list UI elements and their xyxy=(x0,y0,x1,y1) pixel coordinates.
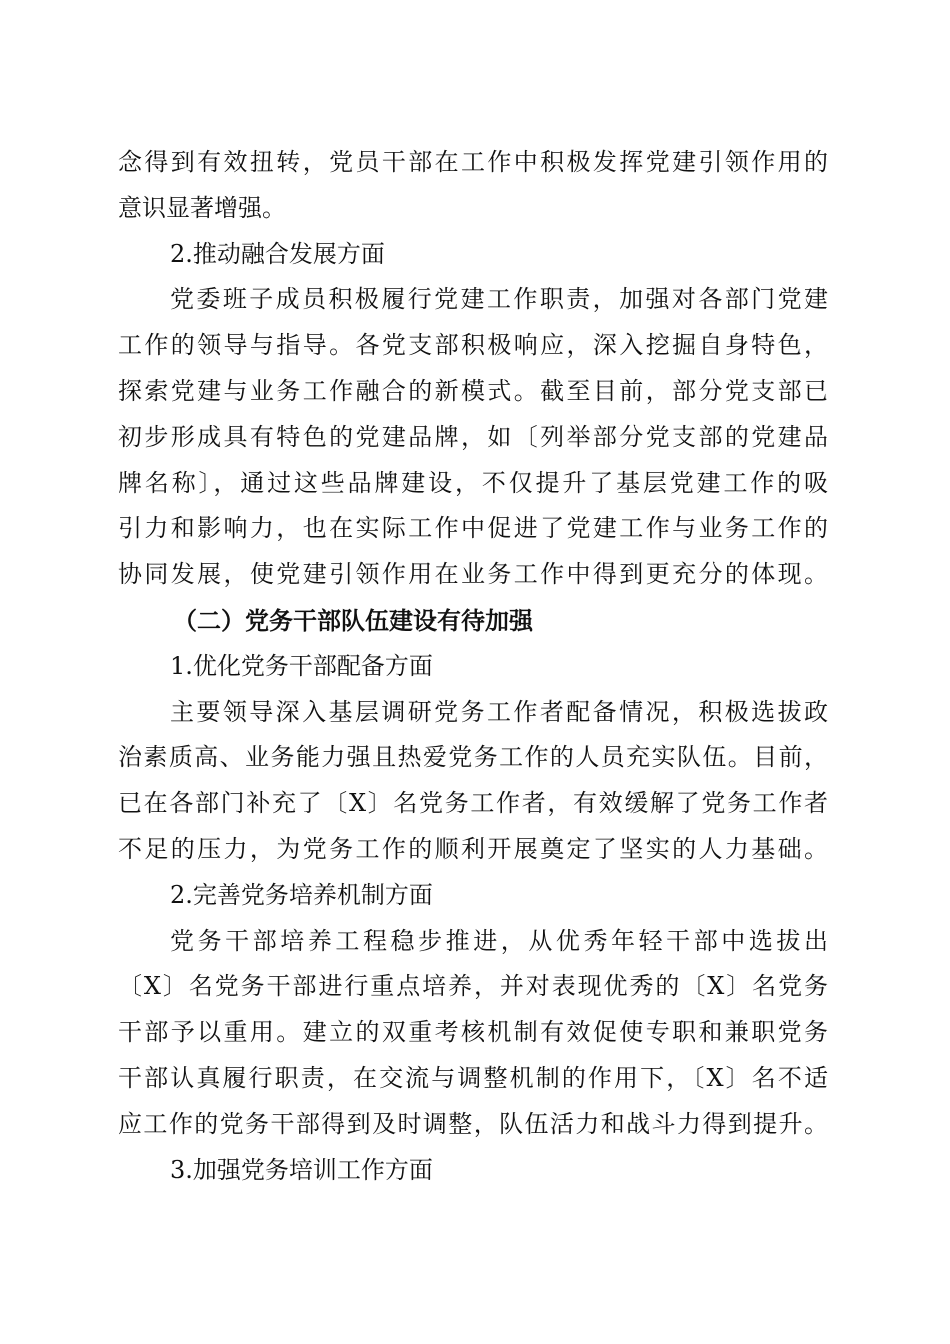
section-heading: （二）党务干部队伍建设有待加强 xyxy=(173,605,533,635)
paragraph-line: 干部认真履行职责，在交流与调整机制的作用下，〔X〕名不适 xyxy=(118,1063,828,1092)
paragraph-line: 意识显著增强。 xyxy=(118,193,286,222)
paragraph-line: 引力和影响力，也在实际工作中促进了党建工作与业务工作的 xyxy=(118,514,828,543)
section-subheading: 2.推动融合发展方面 xyxy=(170,239,385,268)
paragraph-line: 念得到有效扭转，党员干部在工作中积极发挥党建引领作用的 xyxy=(118,148,828,176)
paragraph-line: 不足的压力，为党务工作的顺利开展奠定了坚实的人力基础。 xyxy=(118,834,828,863)
paragraph-line: 干部予以重用。建立的双重考核机制有效促使专职和兼职党务 xyxy=(118,1018,828,1047)
section-subheading: 1.优化党务干部配备方面 xyxy=(170,651,433,680)
paragraph-line: 〔X〕名党务干部进行重点培养，并对表现优秀的〔X〕名党务 xyxy=(118,972,828,1001)
paragraph-line: 应工作的党务干部得到及时调整，队伍活力和战斗力得到提升。 xyxy=(118,1109,828,1138)
section-subheading: 3.加强党务培训工作方面 xyxy=(170,1155,433,1184)
paragraph-line: 治素质高、业务能力强且热爱党务工作的人员充实队伍。目前， xyxy=(118,743,828,772)
paragraph-line: 工作的领导与指导。各党支部积极响应，深入挖掘自身特色， xyxy=(118,331,828,360)
paragraph-line: 探索党建与业务工作融合的新模式。截至目前，部分党支部已 xyxy=(118,376,828,405)
paragraph-line: 主要领导深入基层调研党务工作者配备情况，积极选拔政 xyxy=(170,697,828,726)
paragraph-line: 牌名称〕，通过这些品牌建设，不仅提升了基层党建工作的吸 xyxy=(118,468,828,497)
paragraph-line: 党委班子成员积极履行党建工作职责，加强对各部门党建 xyxy=(170,285,828,314)
paragraph-line: 初步形成具有特色的党建品牌，如〔列举部分党支部的党建品 xyxy=(118,422,828,451)
paragraph-line: 协同发展，使党建引领作用在业务工作中得到更充分的体现。 xyxy=(118,560,828,589)
paragraph-line: 已在各部门补充了〔X〕名党务工作者，有效缓解了党务工作者 xyxy=(118,789,828,818)
section-subheading: 2.完善党务培养机制方面 xyxy=(170,880,433,909)
document-body xyxy=(118,140,828,1193)
paragraph-line: 党务干部培养工程稳步推进，从优秀年轻干部中选拔出 xyxy=(170,926,828,955)
